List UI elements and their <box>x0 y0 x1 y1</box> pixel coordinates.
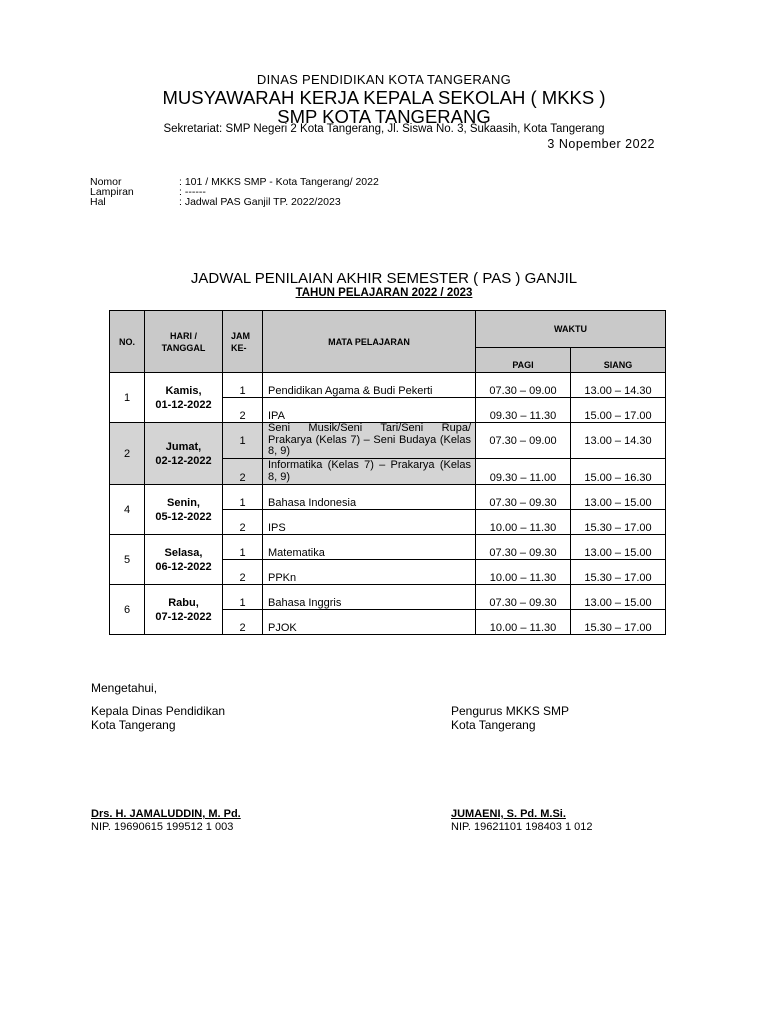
row-jam: 1 <box>223 485 263 510</box>
secretariat-address: Sekretariat: SMP Negeri 2 Kota Tangerang, Jl. Siswa No. 3, Sukaasih, Kota Tangerang <box>163 123 605 135</box>
row-jam: 2 <box>223 398 263 423</box>
row-subject: PJOK <box>263 610 476 635</box>
row-date: 06-12-2022 <box>155 560 212 573</box>
row-number: 5 <box>110 535 145 585</box>
row-pagi: 07.30 – 09.30 <box>476 585 571 610</box>
row-pagi: 09.30 – 11.30 <box>476 398 571 423</box>
row-subject: PPKn <box>263 560 476 585</box>
meta-nomor-label: Nomor <box>90 176 122 188</box>
right-signer-name: JUMAENI, S. Pd. M.Si. <box>451 808 566 820</box>
row-siang: 15.00 – 16.30 <box>571 459 666 485</box>
row-jam: 1 <box>223 373 263 398</box>
row-siang: 13.00 – 14.30 <box>571 373 666 398</box>
row-pagi: 10.00 – 11.30 <box>476 560 571 585</box>
row-day-date <box>145 485 223 535</box>
agency-name: DINAS PENDIDIKAN KOTA TANGERANG <box>256 72 512 87</box>
organization-subname: SMP KOTA TANGERANG <box>277 106 491 127</box>
row-jam: 1 <box>223 585 263 610</box>
row-day: Senin, <box>166 496 200 509</box>
schedule-subtitle <box>0 287 768 299</box>
row-pagi: 07.30 – 09.30 <box>476 485 571 510</box>
header-hari-tanggal: HARI / TANGGAL <box>145 311 223 373</box>
row-subject: Bahasa Inggris <box>263 585 476 610</box>
row-siang: 15.30 – 17.00 <box>571 510 666 535</box>
row-number: 2 <box>110 423 145 485</box>
right-signer-title: Pengurus MKKS SMP <box>451 704 570 718</box>
meta-lampiran-value: : ------ <box>179 186 206 198</box>
row-day-date <box>145 585 223 635</box>
row-day: Jumat, <box>165 440 202 453</box>
left-signer-name: Drs. H. JAMALUDDIN, M. Pd. <box>91 808 241 820</box>
meta-lampiran-label: Lampiran <box>90 186 134 198</box>
left-signer-city: Kota Tangerang <box>91 718 176 732</box>
row-jam: 2 <box>223 510 263 535</box>
row-number: 1 <box>110 373 145 423</box>
row-siang: 15.00 – 17.00 <box>571 398 666 423</box>
row-number: 6 <box>110 585 145 635</box>
table-row <box>110 585 666 610</box>
row-siang: 13.00 – 14.30 <box>571 423 666 459</box>
row-day: Kamis, <box>165 384 202 397</box>
schedule-table <box>109 310 666 635</box>
table-row <box>110 423 666 459</box>
header-jam-ke: JAM KE- <box>223 311 263 373</box>
row-siang: 13.00 – 15.00 <box>571 535 666 560</box>
row-subject: Matematika <box>263 535 476 560</box>
row-siang: 13.00 – 15.00 <box>571 485 666 510</box>
row-day: Selasa, <box>164 546 203 559</box>
letter-date: 3 Nopember 2022 <box>547 137 655 151</box>
row-subject: Seni Musik/Seni Tari/Seni Rupa/ Prakarya (Kelas 7) – Seni Budaya (Kelas 8, 9) <box>263 423 476 459</box>
row-pagi: 07.30 – 09.00 <box>476 373 571 398</box>
header-pagi: PAGI <box>476 348 571 373</box>
row-subject: Pendidikan Agama & Budi Pekerti <box>263 373 476 398</box>
table-row <box>110 485 666 510</box>
row-jam: 1 <box>223 535 263 560</box>
acknowledgement-label: Mengetahui, <box>91 681 158 695</box>
row-pagi: 10.00 – 11.30 <box>476 610 571 635</box>
row-siang: 15.30 – 17.00 <box>571 610 666 635</box>
meta-nomor-value: : 101 / MKKS SMP - Kota Tangerang/ 2022 <box>179 176 379 188</box>
row-day: Rabu, <box>168 596 199 609</box>
row-pagi: 07.30 – 09.00 <box>476 423 571 459</box>
meta-hal-label: Hal <box>90 196 106 208</box>
meta-hal-value: : Jadwal PAS Ganjil TP. 2022/2023 <box>179 196 341 208</box>
table-row <box>110 373 666 398</box>
header-mata-pelajaran: MATA PELAJARAN <box>263 311 476 373</box>
right-signer-city: Kota Tangerang <box>451 718 536 732</box>
row-day-date <box>145 535 223 585</box>
row-day-date <box>145 373 223 423</box>
row-siang: 15.30 – 17.00 <box>571 560 666 585</box>
row-pagi: 10.00 – 11.30 <box>476 510 571 535</box>
header-waktu: WAKTU <box>476 311 666 348</box>
row-date: 02-12-2022 <box>155 454 212 467</box>
row-jam: 1 <box>223 423 263 459</box>
header-row <box>110 311 666 348</box>
header-no: NO. <box>110 311 145 373</box>
row-date: 07-12-2022 <box>155 610 212 623</box>
row-date: 01-12-2022 <box>155 398 212 411</box>
row-subject: IPS <box>263 510 476 535</box>
schedule-title: JADWAL PENILAIAN AKHIR SEMESTER ( PAS ) GANJIL <box>190 270 578 287</box>
right-signer-nip: NIP. 19621101 198403 1 012 <box>451 821 593 833</box>
organization-name: MUSYAWARAH KERJA KEPALA SEKOLAH ( MKKS ) <box>162 87 606 108</box>
schedule-subtitle-text: TAHUN PELAJARAN 2022 / 2023 <box>295 287 473 299</box>
table-row <box>110 535 666 560</box>
row-subject: Informatika (Kelas 7) – Prakarya (Kelas 8, 9) <box>263 459 476 485</box>
row-day-date <box>145 423 223 485</box>
row-subject: IPA <box>263 398 476 423</box>
row-pagi: 09.30 – 11.00 <box>476 459 571 485</box>
row-jam: 2 <box>223 560 263 585</box>
row-jam: 2 <box>223 610 263 635</box>
left-signer-title: Kepala Dinas Pendidikan <box>91 704 226 718</box>
row-number: 4 <box>110 485 145 535</box>
row-jam: 2 <box>223 459 263 485</box>
row-siang: 13.00 – 15.00 <box>571 585 666 610</box>
row-pagi: 07.30 – 09.30 <box>476 535 571 560</box>
row-date: 05-12-2022 <box>155 510 212 523</box>
header-siang: SIANG <box>571 348 666 373</box>
row-subject: Bahasa Indonesia <box>263 485 476 510</box>
left-signer-nip: NIP. 19690615 199512 1 003 <box>91 821 234 833</box>
